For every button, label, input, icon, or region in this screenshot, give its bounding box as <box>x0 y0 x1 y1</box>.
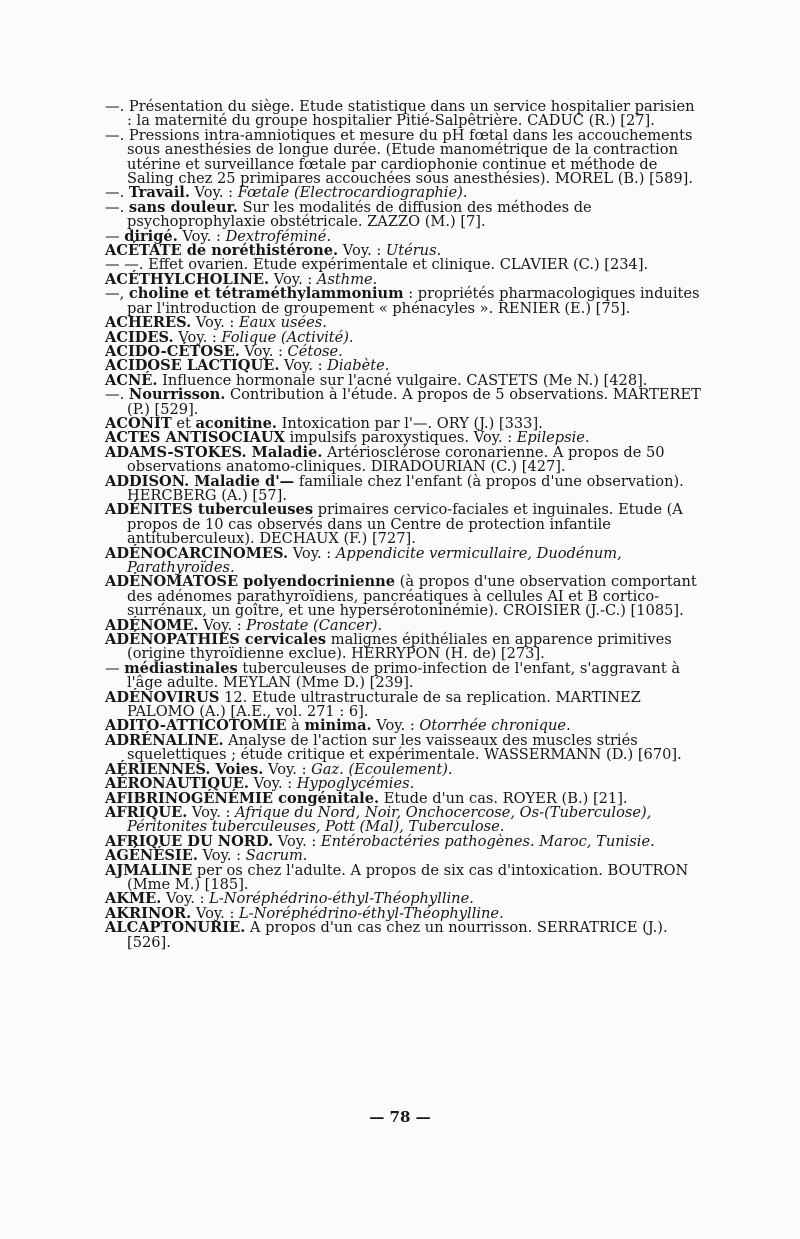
entry-heading: Nourrisson. <box>128 386 226 404</box>
entry-heading: dirigé. <box>124 227 178 245</box>
page-number: — 78 — <box>369 1108 431 1126</box>
index-entries <box>105 100 701 950</box>
entry-text: —. Pressions intra-amniotiques et mesure du pH fœtal dans les accouchements sous anesthésies de longue durée. (Etude manométrique de la contraction utérine et surveillance fœtale par cardiophonie continue et méthode de Saling chez 25 primipares accouchées sous anesthésies). MOREL (B.) [589]. <box>105 126 693 188</box>
entry-heading: ACÉTATE de noréthistérone. <box>105 242 339 260</box>
entry-heading: ACIDO-CÉTOSE. <box>105 342 240 360</box>
entry-text: Voy. : <box>273 832 321 850</box>
entry-heading: AGÉNÉSIE. <box>105 847 198 865</box>
entry-text: —. <box>105 184 129 202</box>
entry-crossref: Eaux usées. <box>238 314 327 332</box>
entry-crossref: Epilepsie. <box>516 429 590 447</box>
entry-heading: ACONIT <box>105 414 172 432</box>
entry-heading: AJMALINE <box>105 861 193 879</box>
index-entry <box>105 287 701 316</box>
entry-text: Voy. : <box>191 904 239 922</box>
entry-text: Voy. : <box>338 242 386 260</box>
entry-heading: ADÉNOME. <box>105 616 199 634</box>
index-entry <box>105 126 701 188</box>
entry-text: à <box>286 717 305 735</box>
entry-text: Voy. : <box>161 890 210 908</box>
entry-text: Voy. : <box>269 270 317 288</box>
entry-heading: ADÉNOVIRUS <box>105 688 220 706</box>
entry-text: Artériosclérose coronarienne. A propos de 50 observations anatomo-cliniques. DIRADOURIAN (C.) [427]. <box>127 443 665 476</box>
entry-heading: ADÉNITES tuberculeuses <box>105 501 314 519</box>
entry-text: Analyse de l'action sur les vaisseaux des muscles striés squelettiques ; étude critique et expérimentale. WASSERMANN (D.) [670]. <box>127 731 682 764</box>
entry-crossref: Dextroféminé. <box>225 227 331 245</box>
entry-text: (à propos d'une observation comportant des adénomes parathyroïdiens, pancréatiques à cellules AI et B cortico-surrénaux, un goître, et une hypersérotoninémie). CROISIER (J.-C.) [1085]. <box>127 573 697 620</box>
entry-text: et <box>171 414 196 432</box>
entry-text: per os chez l'adulte. A propos de six cas d'intoxication. BOUTRON (Mme M.) [185]. <box>127 861 689 893</box>
entry-crossref: Asthme. <box>316 270 378 288</box>
entry-text: — —. Effet ovarien. Etude expérimentale et clinique. CLAVIER (C.) [234]. <box>105 256 649 274</box>
entry-crossref: Otorrhée chronique. <box>419 717 571 735</box>
entry-crossref: Prostate (Cancer). <box>246 616 383 634</box>
entry-text: Contribution à l'étude. A propos de 5 observations. MARTERET (P.) [529]. <box>127 386 701 418</box>
entry-text: Influence hormonale sur l'acné vulgaire. CASTETS (Me N.) [428]. <box>157 371 648 389</box>
entry-heading: ACHERES. <box>105 314 192 332</box>
entry-heading: choline et tétraméthylammonium <box>128 285 404 303</box>
entry-text: — <box>105 227 125 245</box>
entry-crossref: Sacrum. <box>245 847 308 865</box>
entry-text: —. <box>105 198 129 216</box>
entry-heading: ADÉNOPATHIES cervicales <box>105 631 327 649</box>
entry-text: —. Présentation du siège. Etude statistique dans un service hospitalier parisien : la maternité du groupe hospitalier Pitié-Salpêtrière. CADUC (R.) [27]. <box>105 98 695 130</box>
index-entry <box>105 443 701 476</box>
entry-text: Voy. : <box>371 717 420 735</box>
entry-heading: ALCAPTONURIE. <box>105 919 246 937</box>
entry-crossref: Hypoglycémies. <box>296 775 415 793</box>
entry-crossref: Cétose. <box>287 342 343 360</box>
entry-heading: aconitine. <box>195 414 277 432</box>
index-entry <box>105 861 701 893</box>
entry-heading: ADRÉNALINE. <box>105 731 224 749</box>
entry-text: A propos d'un cas chez un nourrisson. SERRATRICE (J.). [526]. <box>127 919 668 951</box>
entry-heading: ACNÉ. <box>105 371 158 389</box>
entry-heading: ADITO-ATTICOTOMIE <box>105 717 287 735</box>
entry-text: Etude d'un cas. ROYER (B.) [21]. <box>379 789 628 807</box>
entry-text: Voy. : <box>177 227 226 245</box>
entry-text: Sur les modalités de diffusion des méthodes de psychoprophylaxie obstétricale. ZAZZO (M.) [7]. <box>127 198 592 231</box>
index-entry <box>105 388 701 417</box>
entry-crossref: Utérus. <box>385 242 442 260</box>
entry-heading: minima. <box>304 717 372 735</box>
entry-heading: AFRIQUE. <box>105 803 188 821</box>
index-entry <box>105 731 701 764</box>
entry-crossref: L-Noréphédrino-éthyl-Théophylline. <box>209 890 474 908</box>
entry-text: — <box>105 659 125 677</box>
index-entry <box>105 921 701 950</box>
index-entry <box>105 472 701 504</box>
entry-heading: ACÉTHYLCHOLINE. <box>105 270 270 288</box>
entry-heading: ACTES ANTISOCIAUX <box>105 429 285 447</box>
index-entry <box>105 100 701 129</box>
entry-heading: AFIBRINOGÉNÉMIE congénitale. <box>105 789 380 807</box>
entry-heading: ADÉNOCARCINOMES. <box>105 544 289 562</box>
entry-heading: médiastinales <box>124 659 238 677</box>
index-entry <box>105 503 701 546</box>
entry-text: —. <box>105 386 129 404</box>
entry-text: tuberculeuses de primo-infection de l'enfant, s'aggravant à l'âge adulte. MEYLAN (Mme D.) [239]. <box>127 659 681 692</box>
entry-crossref: Folique (Activité). <box>221 328 354 346</box>
index-entry <box>105 575 701 618</box>
entry-text: Voy. : <box>197 847 246 865</box>
index-entry <box>105 688 701 721</box>
entry-crossref: L-Noréphédrino-éthyl-Théophylline. <box>239 904 504 922</box>
entry-crossref: Fœtale (Electrocardiographie). <box>237 184 468 202</box>
entry-crossref: Gaz. (Ecoulement). <box>311 760 453 778</box>
entry-heading: AÉRONAUTIQUE. <box>105 775 250 793</box>
entry-heading: AKRINOR. <box>105 904 192 922</box>
entry-crossref: Diabète. <box>327 357 390 375</box>
entry-crossref: Appendicite vermicullaire, Duodénum, Parathyroïdes. <box>127 544 622 576</box>
entry-text: Voy. : <box>288 544 336 562</box>
entry-text: —, <box>105 285 129 303</box>
entry-heading: AÉRIENNES. Voies. <box>105 760 264 778</box>
entry-text: Voy. : <box>239 342 288 360</box>
entry-text: Intoxication par l'—. ORY (J.) [333]. <box>276 414 543 432</box>
entry-heading: AFRIQUE DU NORD. <box>105 832 274 850</box>
entry-text: : propriétés pharmacologiques induites par l'introduction de groupement « phénacyles ». RENIER (E.) [75]. <box>127 285 700 317</box>
entry-heading: ADDISON. Maladie d'— <box>105 472 295 490</box>
entry-text: primaires cervico-faciales et inguinales. Etude (A propos de 10 cas observés dans un Centre de protection infantile antituberculeux). DECHAUX (F.) [727]. <box>127 501 683 548</box>
entry-heading: ADÉNOMATOSE polyendocrinienne <box>105 573 396 591</box>
entry-text: Voy. : <box>249 775 297 793</box>
entry-heading: ACIDOSE LACTIQUE. <box>105 357 280 375</box>
entry-text: malignes épithéliales en apparence primitives (origine thyroïdienne exclue). HERRYPON (H. de) [273]. <box>127 631 672 663</box>
entry-text: Voy. : <box>173 328 222 346</box>
entry-heading: ACIDES. <box>105 328 174 346</box>
entry-text: Voy. : <box>189 184 238 202</box>
entry-text: familiale chez l'enfant (à propos d'une observation). HERCBERG (A.) [57]. <box>127 472 684 504</box>
entry-crossref: Afrique du Nord, Noir, Onchocercose, Os-(Tuberculose), Péritonites tuberculeuses, Pott (Mal), Tuberculose. <box>127 803 652 836</box>
index-entry <box>105 544 701 576</box>
entry-heading: ADAMS-STOKES. Maladie. <box>105 443 323 461</box>
index-entry <box>105 659 701 692</box>
entry-text: Voy. : <box>279 357 328 375</box>
index-entry <box>105 198 701 231</box>
entry-crossref: Entérobactéries pathogènes. Maroc, Tunisie. <box>320 832 655 850</box>
index-entry <box>105 633 701 662</box>
entry-text: Voy. : <box>191 314 239 332</box>
entry-heading: sans douleur. <box>128 198 238 216</box>
entry-text: impulsifs paroxystiques. Voy. : <box>284 429 517 447</box>
entry-text: 12. Etude ultrastructurale de sa replication. MARTINEZ PALOMO (A.) [A.E., vol. 271 : 6]. <box>127 688 641 721</box>
entry-heading: Travail. <box>128 184 190 202</box>
entry-heading: AKME. <box>105 890 162 908</box>
entry-text: Voy. : <box>187 803 236 821</box>
index-entry <box>105 803 701 836</box>
entry-text: Voy. : <box>198 616 247 634</box>
entry-text: Voy. : <box>263 760 312 778</box>
